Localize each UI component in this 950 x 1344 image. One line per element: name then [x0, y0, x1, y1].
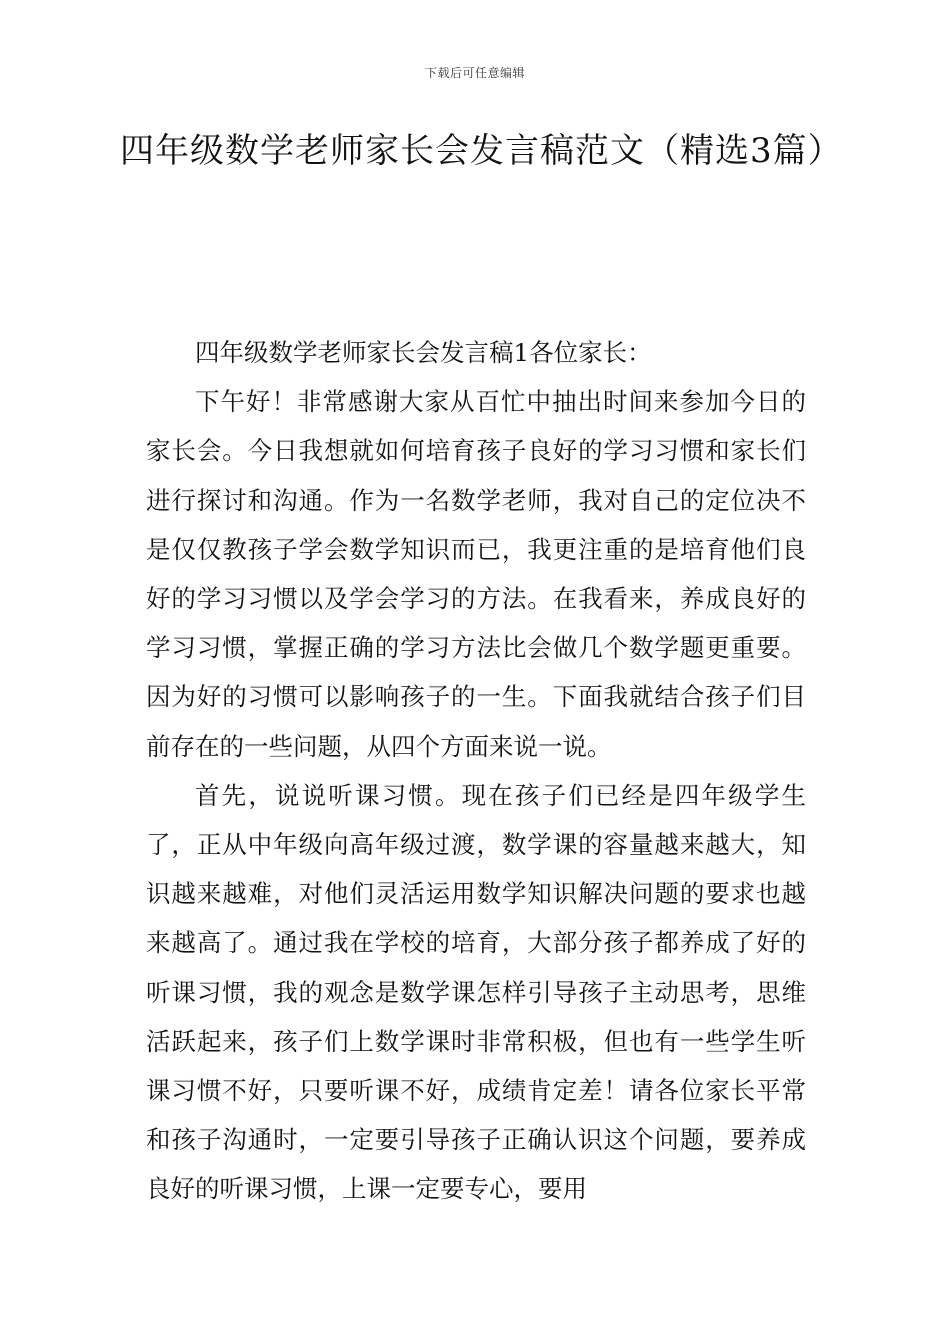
paragraph-listening-habits: 首先，说说听课习惯。现在孩子们已经是四年级学生了，正从中年级向高年级过渡，数学课的容量越来越大，知识越来越难，对他们灵活运用数学知识解决问题的要求也越来越高了。通过我在学校的培育，大部分孩子都养成了好的听课习惯，我的观念是数学课怎样引导孩子主动思考，思维活跃起来，孩子们上数学课时非常积极，但也有一些学生听课习惯不好，只要听课不好，成绩肯定差！请各位家长平常和孩子沟通时，一定要引导孩子正确认识这个问题，要养成良好的听课习惯，上课一定要专心，要用: [146, 780, 806, 1204]
header-note: 下载后可任意编辑: [424, 66, 525, 80]
document-body: [146, 328, 806, 1214]
paragraph-intro: 四年级数学老师家长会发言稿1各位家长：: [195, 338, 652, 367]
document-title: 四年级数学老师家长会发言稿范文（精选3篇）: [120, 131, 843, 171]
paragraph-greeting: 下午好！非常感谢大家从百忙中抽出时间来参加今日的家长会。今日我想就如何培育孩子良好的学习习惯和家长们进行探讨和沟通。作为一名数学老师，我对自己的定位决不是仅仅教孩子学会数学知识而已，我更注重的是培育他们良好的学习习惯以及学会学习的方法。在我看来，养成良好的学习习惯，掌握正确的学习方法比会做几个数学题更重要。因为好的习惯可以影响孩子的一生。下面我就结合孩子们目前存在的一些问题，从四个方面来说一说。: [146, 387, 806, 761]
